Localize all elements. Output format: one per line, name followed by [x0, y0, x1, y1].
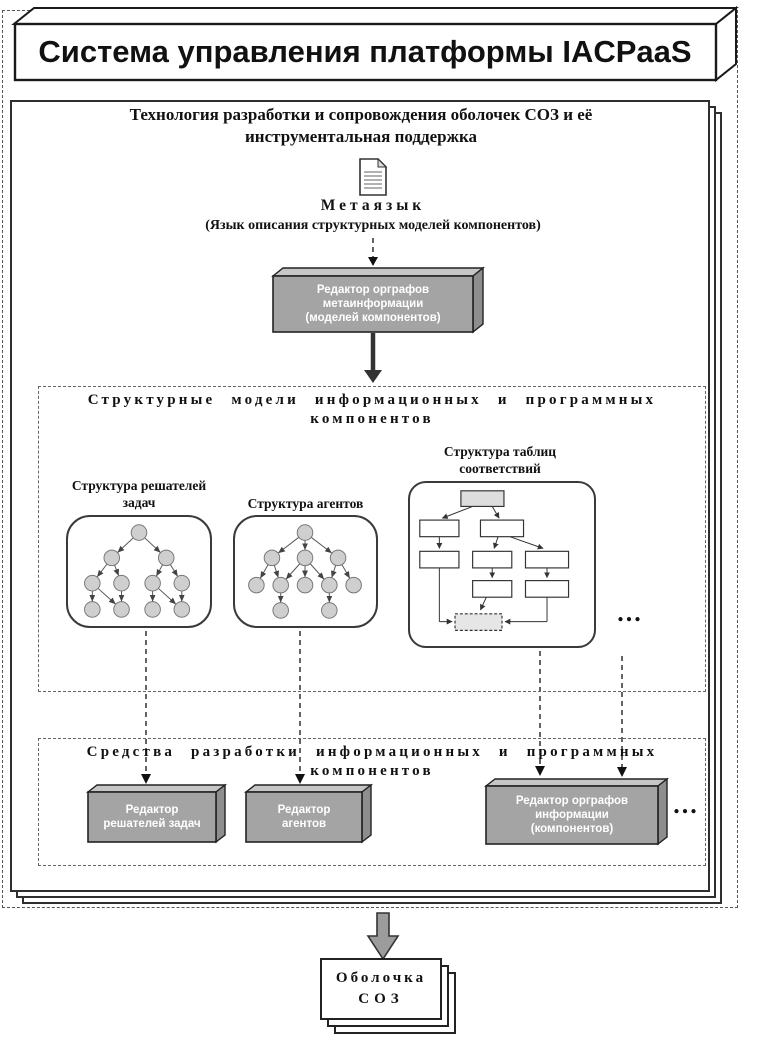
solvers-structure-shape — [66, 515, 212, 628]
agents-structure-label: Структура агентов — [247, 496, 364, 511]
agent-editor-label-line1: Редактор — [277, 804, 331, 816]
metalanguage-title: Метаязык — [320, 197, 426, 214]
panel-title-line1: Технология разработки и сопровождения оболочек СОЗ и её — [129, 105, 593, 124]
tables-structure-label-line2: соответствий — [459, 461, 541, 476]
models-section-title-line1: Структурные модели информационных и программных — [87, 392, 657, 408]
panel-title-line2: инструментальная поддержка — [245, 127, 477, 146]
solver-editor-box — [88, 785, 225, 842]
models-section-title-line2: компонентов — [310, 411, 434, 427]
meta-editor-label-line1: Редактор орграфов — [316, 284, 430, 296]
shell-big-arrow — [368, 913, 398, 959]
info-editor-label-line2: информации — [535, 809, 609, 821]
info-editor-label-line3: (компонентов) — [530, 823, 614, 835]
platform-title: Система управления платформы IACPaaS — [38, 34, 692, 69]
tables-structure-shape — [408, 481, 596, 648]
shell-label — [320, 958, 442, 1020]
meta-editor-label-line3: (моделей компонентов) — [305, 312, 441, 324]
shell-label-line1: Оболочка — [335, 970, 427, 986]
tools-section-title — [42, 743, 702, 781]
agents-structure-shape — [233, 515, 378, 628]
panel-title — [55, 104, 667, 148]
agent-editor-box — [246, 785, 371, 842]
solver-editor-label-line1: Редактор — [125, 804, 179, 816]
tables-structure-label-line1: Структура таблиц — [443, 444, 557, 459]
tables-flowchart — [410, 483, 594, 646]
agent-editor-label-line2: агентов — [281, 818, 327, 830]
models-ellipsis: ... — [617, 598, 643, 627]
document-icon — [357, 157, 389, 197]
tables-structure-label — [410, 443, 590, 477]
solvers-structure-label-line1: Структура решателей — [71, 478, 207, 493]
solvers-tree — [68, 517, 210, 626]
tools-ellipsis: ... — [673, 790, 699, 819]
info-editor-box — [486, 779, 667, 844]
platform-title-box — [14, 8, 738, 82]
solvers-structure-label — [52, 477, 226, 511]
shell-label-line2: СОЗ — [358, 991, 404, 1007]
models-section-title — [42, 391, 702, 429]
info-editor-label-line1: Редактор орграфов — [515, 795, 629, 807]
meta-editor-label-line2: метаинформации — [322, 298, 424, 310]
tools-section-title-line1: Средства разработки информационных и программных — [86, 744, 658, 760]
metalanguage-subtitle: (Язык описания структурных моделей компонентов) — [205, 218, 541, 233]
tools-section-title-line2: компонентов — [310, 763, 434, 779]
solvers-structure-label-line2: задач — [122, 495, 156, 510]
solver-editor-label-line2: решателей задач — [103, 818, 201, 830]
agents-tree — [235, 517, 376, 626]
meta-editor-box — [273, 268, 483, 332]
